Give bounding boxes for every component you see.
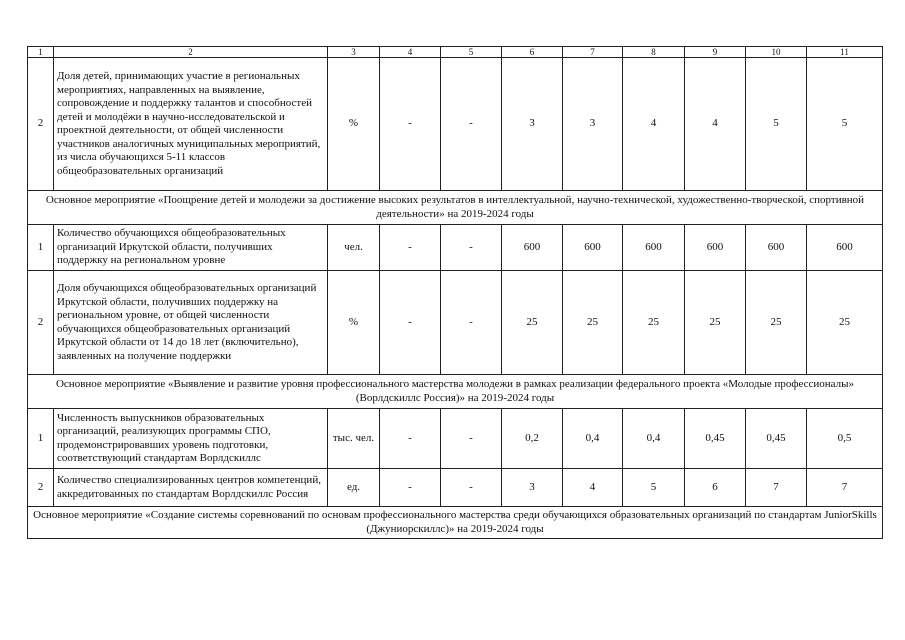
indicator-row <box>28 58 883 191</box>
value-cell: - <box>441 271 502 375</box>
indicator-name: Количество специализированных центров компетенций, аккредитованных по стандартам Ворлдскиллс Россия <box>54 469 328 507</box>
value-cell: 600 <box>563 225 623 271</box>
row-number: 1 <box>28 409 54 469</box>
indicator-name: Доля обучающихся общеобразовательных организаций Иркутской области, получивших поддержку на региональном уровне, от общей численности обучающихся общеобразовательных организаций Иркутской области от 14 до 18 лет (включительно), заявленных на получение поддержки <box>54 271 328 375</box>
value-cell: 4 <box>685 58 746 191</box>
value-cell: 3 <box>563 58 623 191</box>
value-cell: 7 <box>807 469 883 507</box>
column-number: 9 <box>685 47 746 58</box>
value-cell: 25 <box>685 271 746 375</box>
value-cell: - <box>380 225 441 271</box>
column-number: 8 <box>623 47 685 58</box>
value-cell: 25 <box>807 271 883 375</box>
column-number: 6 <box>502 47 563 58</box>
column-number-row <box>28 47 883 58</box>
unit-cell: % <box>328 271 380 375</box>
value-cell: 25 <box>746 271 807 375</box>
value-cell: 25 <box>563 271 623 375</box>
value-cell: 4 <box>563 469 623 507</box>
indicators-table <box>27 46 883 539</box>
value-cell: 600 <box>502 225 563 271</box>
section-title: Основное мероприятие «Поощрение детей и молодежи за достижение высоких результатов в интеллектуальной, научно-технической, художественно-творческой, спортивной деятельности» на 2019-2024 годы <box>28 191 883 225</box>
value-cell: 0,45 <box>746 409 807 469</box>
value-cell: - <box>441 58 502 191</box>
section-title: Основное мероприятие «Выявление и развитие уровня профессионального мастерства молодежи в рамках реализации федерального проекта «Молодые профессионалы» (Ворлдскиллс Россия)» на 2019-2024 годы <box>28 375 883 409</box>
indicator-name: Доля детей, принимающих участие в региональных мероприятиях, направленных на выявление, сопровождение и поддержку талантов и способностей детей и молодёжи в научно-исследовательской и проектной деятельности, от общей численности участников аналогичных муниципальных мероприятий, из числа обучающихся 5-11 классов общеобразовательных организаций <box>54 58 328 191</box>
value-cell: 7 <box>746 469 807 507</box>
value-cell: 0,45 <box>685 409 746 469</box>
section-row <box>28 507 883 539</box>
value-cell: - <box>380 271 441 375</box>
column-number: 2 <box>54 47 328 58</box>
value-cell: 3 <box>502 469 563 507</box>
value-cell: 5 <box>746 58 807 191</box>
value-cell: 0,2 <box>502 409 563 469</box>
row-number: 2 <box>28 58 54 191</box>
value-cell: 25 <box>502 271 563 375</box>
section-row <box>28 375 883 409</box>
value-cell: - <box>380 469 441 507</box>
value-cell: - <box>441 225 502 271</box>
value-cell: 3 <box>502 58 563 191</box>
column-number: 4 <box>380 47 441 58</box>
column-number: 10 <box>746 47 807 58</box>
value-cell: - <box>380 58 441 191</box>
value-cell: 25 <box>623 271 685 375</box>
column-number: 5 <box>441 47 502 58</box>
indicator-row <box>28 225 883 271</box>
column-number: 7 <box>563 47 623 58</box>
value-cell: 5 <box>807 58 883 191</box>
row-number: 1 <box>28 225 54 271</box>
unit-cell: тыс. чел. <box>328 409 380 469</box>
column-number: 1 <box>28 47 54 58</box>
unit-cell: чел. <box>328 225 380 271</box>
section-row <box>28 191 883 225</box>
value-cell: 600 <box>623 225 685 271</box>
value-cell: - <box>441 409 502 469</box>
row-number: 2 <box>28 469 54 507</box>
value-cell: 4 <box>623 58 685 191</box>
indicator-row <box>28 409 883 469</box>
value-cell: - <box>441 469 502 507</box>
value-cell: 5 <box>623 469 685 507</box>
indicator-name: Количество обучающихся общеобразовательных организаций Иркутской области, получивших поддержку на региональном уровне <box>54 225 328 271</box>
value-cell: 0,4 <box>623 409 685 469</box>
indicator-row <box>28 469 883 507</box>
value-cell: 6 <box>685 469 746 507</box>
section-title: Основное мероприятие «Создание системы соревнований по основам профессионального мастерства среди обучающихся образовательных организаций по стандартам JuniorSkills (Джуниорскиллс)» на 2019-2024 годы <box>28 507 883 539</box>
row-number: 2 <box>28 271 54 375</box>
value-cell: 600 <box>685 225 746 271</box>
indicator-row <box>28 271 883 375</box>
column-number: 3 <box>328 47 380 58</box>
value-cell: 600 <box>807 225 883 271</box>
value-cell: 0,4 <box>563 409 623 469</box>
unit-cell: % <box>328 58 380 191</box>
value-cell: - <box>380 409 441 469</box>
value-cell: 0,5 <box>807 409 883 469</box>
unit-cell: ед. <box>328 469 380 507</box>
value-cell: 600 <box>746 225 807 271</box>
indicator-name: Численность выпускников образовательных организаций, реализующих программы СПО, продемонстрировавших уровень подготовки, соответствующий стандартам Ворлдскиллс <box>54 409 328 469</box>
column-number: 11 <box>807 47 883 58</box>
